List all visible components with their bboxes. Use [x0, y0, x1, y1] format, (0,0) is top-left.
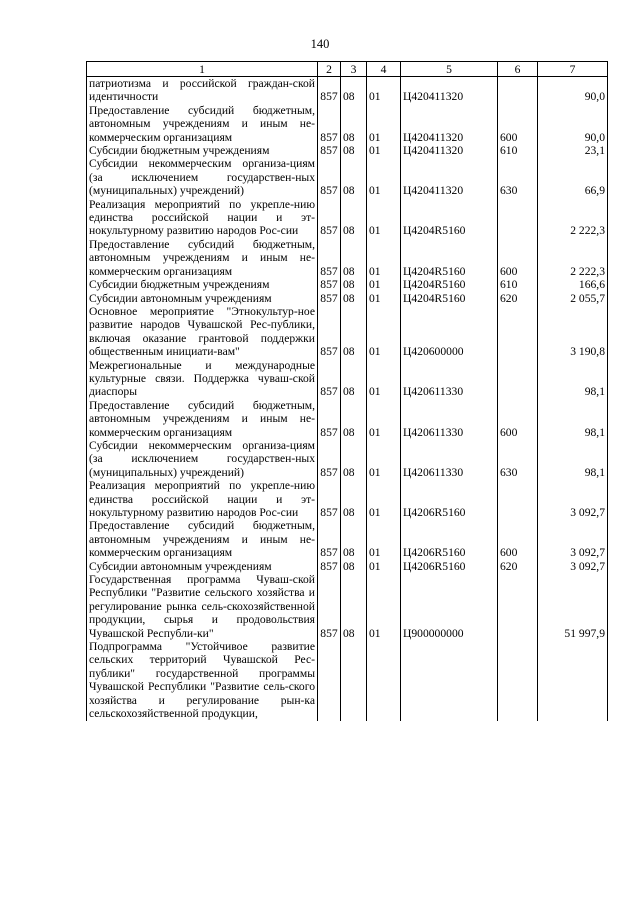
- ministry-code: 857: [318, 77, 341, 104]
- section-code: 08: [341, 77, 367, 104]
- table-row: [87, 573, 608, 640]
- amount: 3 190,8: [538, 305, 608, 359]
- table-row: [87, 157, 608, 197]
- section-code: 08: [341, 157, 367, 197]
- column-header-2: 2: [318, 62, 341, 77]
- row-name: Субсидии бюджетным учреждениям: [87, 144, 318, 157]
- subsection-code: 01: [367, 573, 401, 640]
- table-header: [87, 62, 608, 77]
- ministry-code: 857: [318, 278, 341, 291]
- expense-type-code: [498, 640, 538, 720]
- target-article-code: Ц420611330: [401, 439, 498, 479]
- target-article-code: Ц4204R5160: [401, 292, 498, 305]
- ministry-code: 857: [318, 305, 341, 359]
- target-article-code: Ц420611330: [401, 359, 498, 399]
- amount: 166,6: [538, 278, 608, 291]
- subsection-code: 01: [367, 77, 401, 104]
- section-code: 08: [341, 278, 367, 291]
- row-name: Основное мероприятие "Этнокультур-ное развитие народов Чувашской Рес-публики, включая оказание грантовой поддержки общественным инициати-вам": [87, 305, 318, 359]
- table-row: [87, 519, 608, 559]
- expense-type-code: 620: [498, 292, 538, 305]
- ministry-code: 857: [318, 292, 341, 305]
- expense-type-code: [498, 305, 538, 359]
- expense-type-code: 620: [498, 560, 538, 573]
- expense-type-code: 600: [498, 104, 538, 144]
- row-name: Субсидии некоммерческим организа-циям (за исключением государствен-ных (муниципальных) учреждений): [87, 439, 318, 479]
- row-name: Реализация мероприятий по укрепле-нию единства российской нации и эт-нокультурному развитию народов Рос-сии: [87, 479, 318, 519]
- section-code: 08: [341, 104, 367, 144]
- ministry-code: 857: [318, 238, 341, 278]
- target-article-code: Ц4204R5160: [401, 198, 498, 238]
- budget-table: [86, 61, 608, 721]
- amount: 98,1: [538, 399, 608, 439]
- target-article-code: Ц4206R5160: [401, 560, 498, 573]
- subsection-code: 01: [367, 238, 401, 278]
- expense-type-code: [498, 359, 538, 399]
- target-article-code: Ц900000000: [401, 573, 498, 640]
- table-row: [87, 305, 608, 359]
- ministry-code: 857: [318, 198, 341, 238]
- amount: 98,1: [538, 439, 608, 479]
- target-article-code: Ц4204R5160: [401, 238, 498, 278]
- row-name: Государственная программа Чуваш-ской Республики "Развитие сельского хозяйства и регулирование рынка сель-скохозяйственной продукции, сырья и продовольствия Чувашской Республи-ки": [87, 573, 318, 640]
- target-article-code: Ц4206R5160: [401, 519, 498, 559]
- row-name: Предоставление субсидий бюджетным, автономным учреждениям и иным не-коммерческим организациям: [87, 519, 318, 559]
- table-row: [87, 144, 608, 157]
- table-row: [87, 439, 608, 479]
- amount: 2 222,3: [538, 238, 608, 278]
- table-row: [87, 278, 608, 291]
- subsection-code: 01: [367, 399, 401, 439]
- section-code: 08: [341, 305, 367, 359]
- amount: 98,1: [538, 359, 608, 399]
- ministry-code: [318, 640, 341, 720]
- table-row: [87, 238, 608, 278]
- amount: 51 997,9: [538, 573, 608, 640]
- ministry-code: 857: [318, 439, 341, 479]
- section-code: 08: [341, 198, 367, 238]
- amount: 90,0: [538, 104, 608, 144]
- expense-type-code: [498, 77, 538, 104]
- subsection-code: 01: [367, 439, 401, 479]
- amount: 2 055,7: [538, 292, 608, 305]
- amount: 3 092,7: [538, 519, 608, 559]
- column-header-3: 3: [341, 62, 367, 77]
- expense-type-code: 600: [498, 238, 538, 278]
- header-row: [87, 62, 608, 77]
- section-code: 08: [341, 560, 367, 573]
- target-article-code: Ц4206R5160: [401, 479, 498, 519]
- target-article-code: Ц420411320: [401, 157, 498, 197]
- target-article-code: [401, 640, 498, 720]
- row-name: Межрегиональные и международные культурные связи. Поддержка чуваш-ской диаспоры: [87, 359, 318, 399]
- section-code: [341, 640, 367, 720]
- page-number: 140: [310, 37, 330, 51]
- subsection-code: 01: [367, 519, 401, 559]
- amount: [538, 640, 608, 720]
- ministry-code: 857: [318, 104, 341, 144]
- ministry-code: 857: [318, 479, 341, 519]
- section-code: 08: [341, 439, 367, 479]
- table-row: [87, 640, 608, 720]
- expense-type-code: [498, 573, 538, 640]
- section-code: 08: [341, 359, 367, 399]
- table-row: [87, 198, 608, 238]
- expense-type-code: 610: [498, 278, 538, 291]
- table-row: [87, 399, 608, 439]
- subsection-code: 01: [367, 198, 401, 238]
- ministry-code: 857: [318, 359, 341, 399]
- target-article-code: Ц420611330: [401, 399, 498, 439]
- row-name: патриотизма и российской граждан-ской идентичности: [87, 77, 318, 104]
- amount: 3 092,7: [538, 479, 608, 519]
- subsection-code: 01: [367, 144, 401, 157]
- table-row: [87, 104, 608, 144]
- table-row: [87, 77, 608, 104]
- table-row: [87, 359, 608, 399]
- amount: 2 222,3: [538, 198, 608, 238]
- column-header-7: 7: [538, 62, 608, 77]
- section-code: 08: [341, 479, 367, 519]
- row-name: Предоставление субсидий бюджетным, автономным учреждениям и иным не-коммерческим организациям: [87, 238, 318, 278]
- expense-type-code: [498, 198, 538, 238]
- ministry-code: 857: [318, 560, 341, 573]
- expense-type-code: 610: [498, 144, 538, 157]
- expense-type-code: 600: [498, 519, 538, 559]
- column-header-5: 5: [401, 62, 498, 77]
- ministry-code: 857: [318, 399, 341, 439]
- column-header-4: 4: [367, 62, 401, 77]
- subsection-code: 01: [367, 104, 401, 144]
- row-name: Подпрограмма "Устойчивое развитие сельских территорий Чувашской Рес-публики" государственной программы Чувашской Республики "Развитие сель-ского хозяйства и регулирование рын-ка сельскохозяйственной продукции,: [87, 640, 318, 720]
- target-article-code: Ц420411320: [401, 77, 498, 104]
- table-row: [87, 479, 608, 519]
- column-header-1: 1: [87, 62, 318, 77]
- row-name: Субсидии некоммерческим организа-циям (за исключением государствен-ных (муниципальных) учреждений): [87, 157, 318, 197]
- target-article-code: Ц420411320: [401, 144, 498, 157]
- section-code: 08: [341, 144, 367, 157]
- amount: 90,0: [538, 77, 608, 104]
- target-article-code: Ц420411320: [401, 104, 498, 144]
- amount: 3 092,7: [538, 560, 608, 573]
- target-article-code: Ц420600000: [401, 305, 498, 359]
- ministry-code: 857: [318, 144, 341, 157]
- row-name: Предоставление субсидий бюджетным, автономным учреждениям и иным не-коммерческим организациям: [87, 399, 318, 439]
- section-code: 08: [341, 292, 367, 305]
- expense-type-code: 630: [498, 157, 538, 197]
- subsection-code: 01: [367, 157, 401, 197]
- section-code: 08: [341, 399, 367, 439]
- row-name: Предоставление субсидий бюджетным, автономным учреждениям и иным не-коммерческим организациям: [87, 104, 318, 144]
- row-name: Субсидии бюджетным учреждениям: [87, 278, 318, 291]
- subsection-code: 01: [367, 359, 401, 399]
- subsection-code: [367, 640, 401, 720]
- subsection-code: 01: [367, 305, 401, 359]
- column-header-6: 6: [498, 62, 538, 77]
- row-name: Реализация мероприятий по укрепле-нию единства российской нации и эт-нокультурному развитию народов Рос-сии: [87, 198, 318, 238]
- expense-type-code: 630: [498, 439, 538, 479]
- section-code: 08: [341, 238, 367, 278]
- expense-type-code: [498, 479, 538, 519]
- table-row: [87, 292, 608, 305]
- row-name: Субсидии автономным учреждениям: [87, 292, 318, 305]
- ministry-code: 857: [318, 157, 341, 197]
- subsection-code: 01: [367, 479, 401, 519]
- table-body: [87, 77, 608, 721]
- subsection-code: 01: [367, 278, 401, 291]
- ministry-code: 857: [318, 573, 341, 640]
- row-name: Субсидии автономным учреждениям: [87, 560, 318, 573]
- subsection-code: 01: [367, 292, 401, 305]
- table-row: [87, 560, 608, 573]
- target-article-code: Ц4204R5160: [401, 278, 498, 291]
- amount: 23,1: [538, 144, 608, 157]
- subsection-code: 01: [367, 560, 401, 573]
- expense-type-code: 600: [498, 399, 538, 439]
- section-code: 08: [341, 519, 367, 559]
- amount: 66,9: [538, 157, 608, 197]
- ministry-code: 857: [318, 519, 341, 559]
- section-code: 08: [341, 573, 367, 640]
